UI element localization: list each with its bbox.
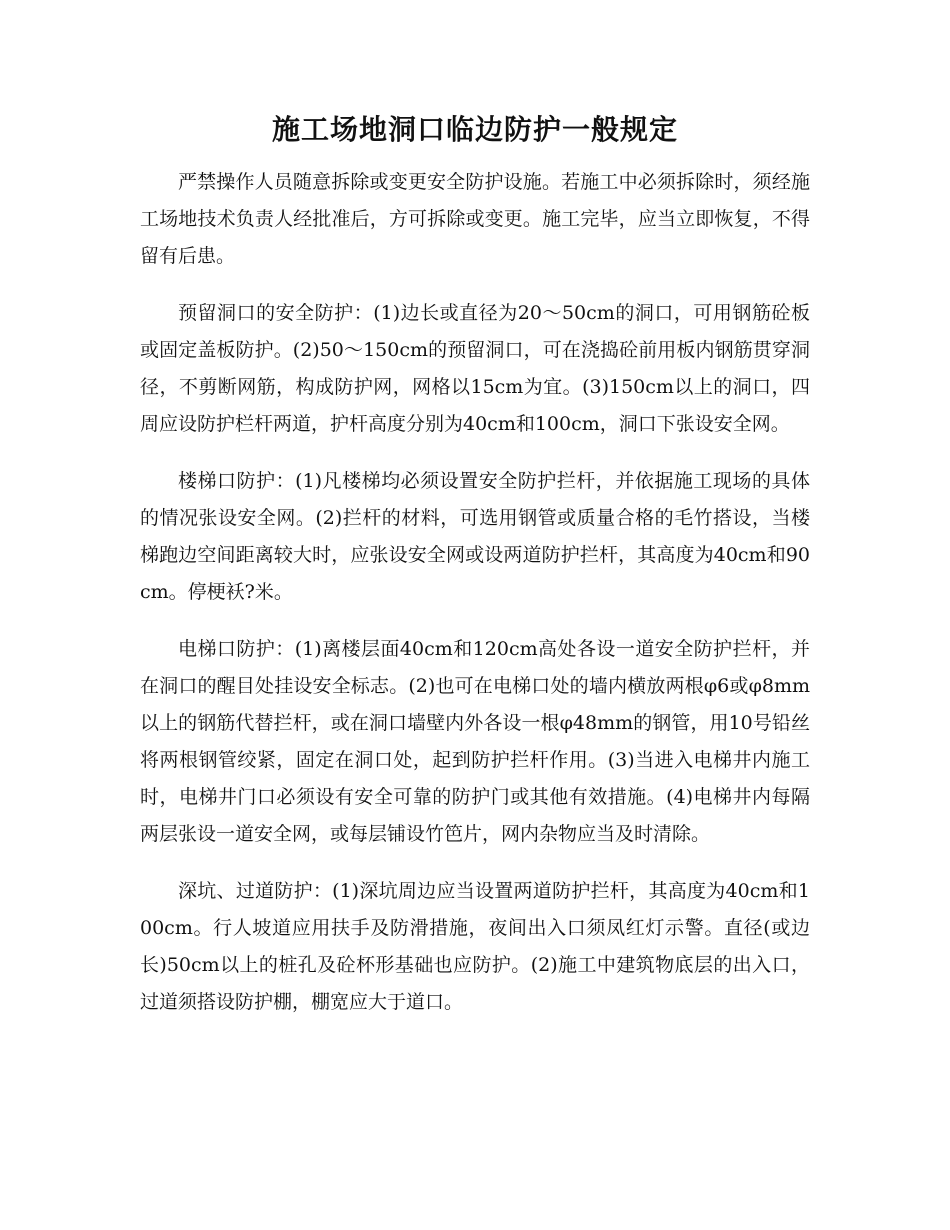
paragraph-safety-facilities: 严禁操作人员随意拆除或变更安全防护设施。若施工中必须拆除时，须经施工场地技术负责人经批准后，方可拆除或变更。施工完毕，应当立即恢复，不得留有后患。 xyxy=(140,171,810,267)
paragraph-elevator-opening: 电梯口防护：(1)离楼层面40cm和120cm高处各设一道安全防护拦杆，并在洞口的醒目处挂设安全标志。(2)也可在电梯口处的墙内横放两根φ6或φ8mm以上的钢筋代替拦杆，或在洞口墙壁内外各设一根φ48mm的钢管，用10号铅丝将两根钢管绞紧，固定在洞口处，起到防护拦杆作用。(3)当进入电梯井内施工时，电梯井门口必须设有安全可靠的防护门或其他有效措施。(4)电梯井内每隔两层张设一道安全网，或每层铺设竹笆片，网内杂物应当及时清除。 xyxy=(140,638,810,845)
document-title: 施工场地洞口临边防护一般规定 xyxy=(271,113,678,146)
paragraph-reserved-openings: 预留洞口的安全防护：(1)边长或直径为20～50cm的洞口，可用钢筋砼板或固定盖板防护。(2)50～150cm的预留洞口，可在浇捣砼前用板内钢筋贯穿洞径，不剪断网筋，构成防护网，网格以15cm为宜。(3)150cm以上的洞口，四周应设防护栏杆两道，护杆高度分别为40cm和100cm，洞口下张设安全网。 xyxy=(140,302,810,435)
paragraph-pits-passages: 深坑、过道防护：(1)深坑周边应当设置两道防护拦杆，其高度为40cm和100cm。行人坡道应用扶手及防滑措施，夜间出入口须凤红灯示警。直径(或边长)50cm以上的桩孔及砼杯形基础也应防护。(2)施工中建筑物底层的出入口，过道须搭设防护棚，棚宽应大于道口。 xyxy=(140,880,810,1013)
paragraph-stairwell: 楼梯口防护：(1)凡楼梯均必须设置安全防护拦杆，并依据施工现场的具体的情况张设安全网。(2)拦杆的材料，可选用钢管或质量合格的毛竹搭设，当楼梯跑边空间距离较大时，应张设安全网或设两道防护拦杆，其高度为40cm和90cm。停梗袄?米。 xyxy=(140,470,810,603)
